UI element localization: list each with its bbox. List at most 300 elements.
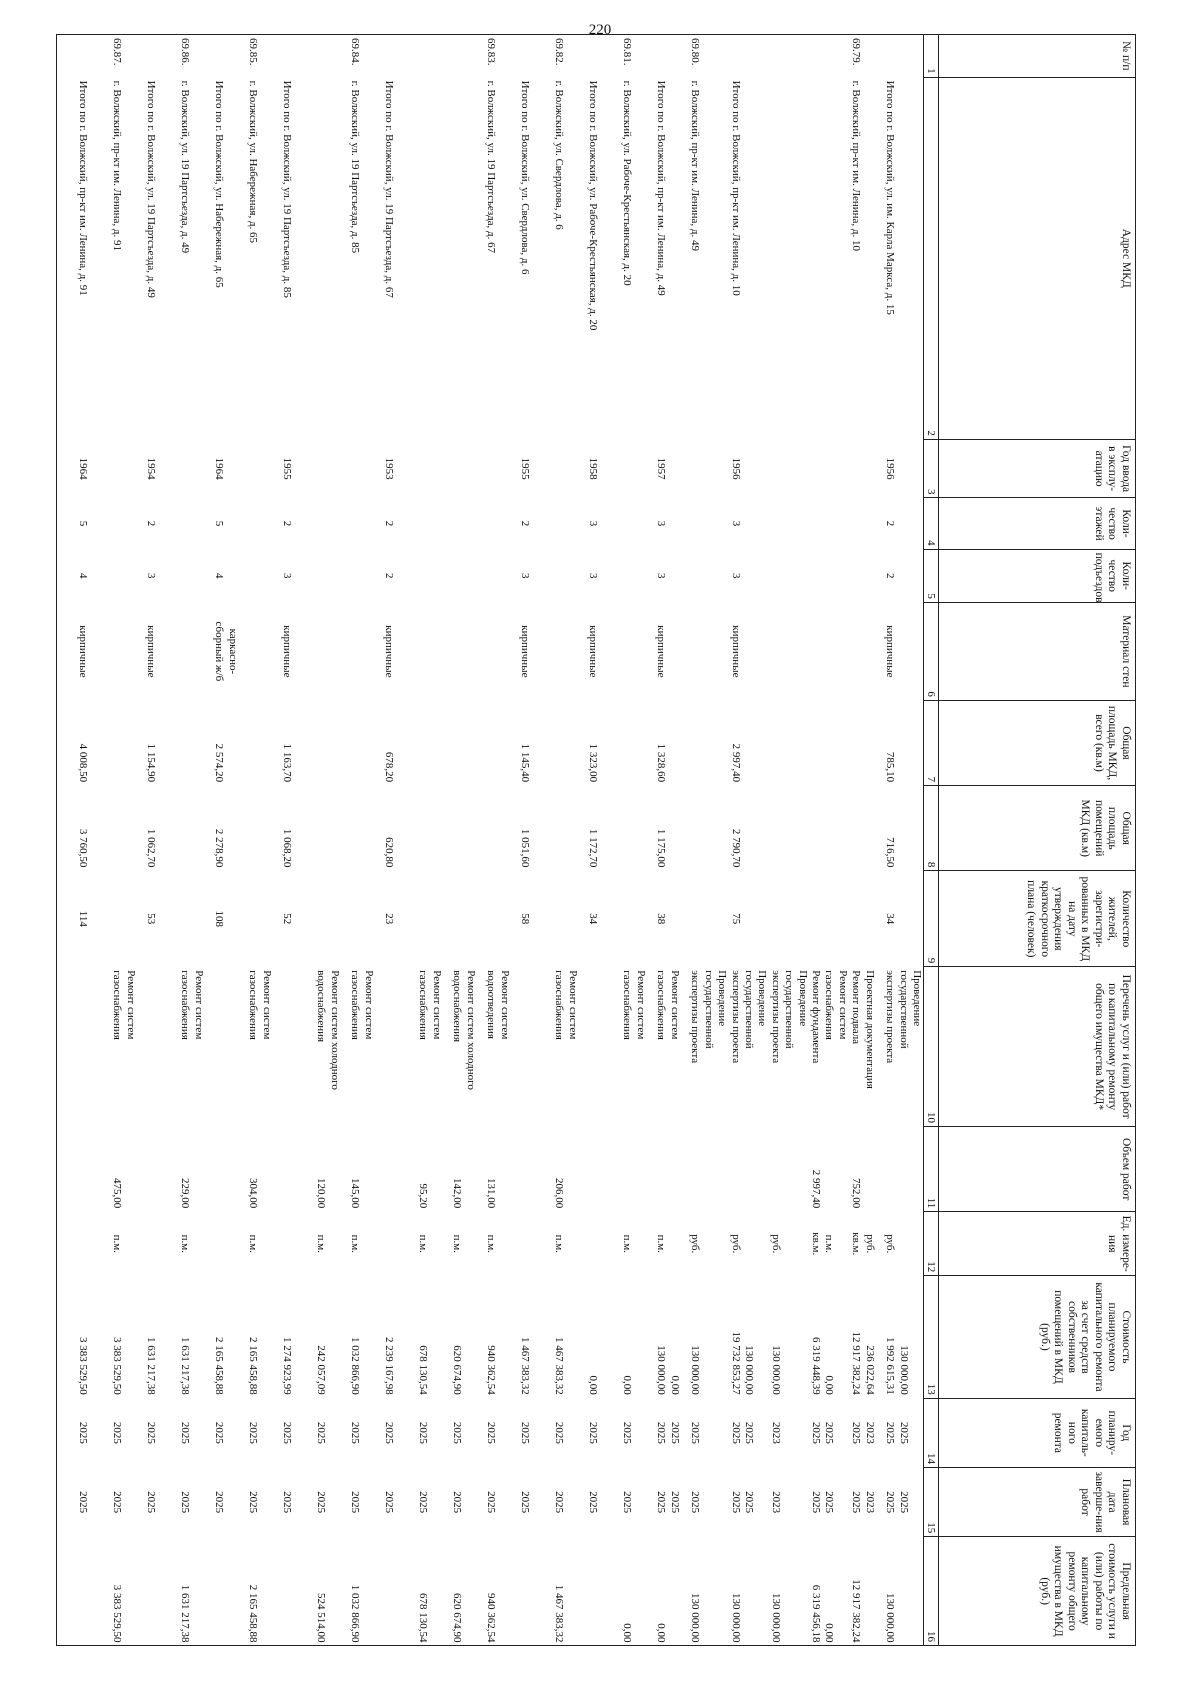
cell-year-built [809,439,849,498]
plan-year-line: 2025 [349,1421,362,1444]
cell-address [212,77,246,439]
cell-entrances-count: 2 [884,572,897,579]
cell-year-built: 1958 [587,457,600,480]
plan-year-line: 2023 [863,1421,876,1444]
cell-year-built [552,439,586,498]
cell-unit [883,1212,924,1276]
cell-total-area [246,700,280,785]
address-line: г. Волжский, ул. 19 Партсъезда, д. 67 [485,80,498,254]
cell-unit [809,1212,849,1276]
plan-year-line: 2025 [417,1421,430,1444]
cell-wall-material [728,602,768,700]
col-header-end-date: Плановая дата заверше-ния работ [939,1467,1136,1536]
cell-residents-count [552,871,586,967]
cell-row-number [382,35,416,78]
works-list-line: экспертизы проекта [884,970,897,1064]
cell-rooms-area: 2 790,70 [729,828,742,868]
plan-year-line: 2025 [809,1421,822,1444]
cell-total-area: 1 328,60 [655,743,668,783]
cell-floors-count [809,498,849,549]
planned-cost-line: 12 917 382,24 [850,1331,863,1395]
cell-works-list [688,967,728,1127]
cell-works-list [450,967,484,1127]
limit-cost-line: 1 032 866,90 [349,1584,362,1643]
cell-unit [688,1212,728,1276]
cell-residents-count: 34 [587,913,600,925]
works-list-line: газоснабжения [417,970,430,1040]
planned-cost-line: 130 000,00 [897,1345,910,1395]
plan-year-line: 2025 [519,1421,532,1444]
works-list-line: газоснабжения [553,970,566,1040]
cell-entrances-count [178,549,212,602]
cell-unit [849,1212,883,1276]
cell-entrances-count [314,549,348,602]
plan-year-line: 2025 [485,1421,498,1444]
end-date-line: 2025 [689,1491,702,1514]
column-number-row [924,35,939,1646]
cell-entrances-count [110,549,144,602]
cell-end-date [484,1467,518,1536]
cell-total-area [688,700,728,785]
cell-planned-cost [178,1276,212,1399]
planned-cost-line: 940 362,54 [485,1345,498,1395]
cell-planned-cost [552,1276,586,1399]
cell-wall-material [768,602,808,700]
cell-year-built: 1955 [281,457,294,480]
cell-row-number [518,35,552,78]
cell-unit [518,1212,552,1276]
limit-cost-line: 130 000,00 [689,1593,702,1643]
address-line: г. Волжский, ул. Рабоче-Крестьянская, д. 20 [621,80,634,286]
cell-residents-count [688,871,728,967]
column-number: 1 [924,35,939,78]
cell-end-date [654,1467,688,1536]
works-list-line: Проведение [796,970,809,1027]
cell-work-volume [688,1127,728,1212]
unit-line: п.м. [349,1234,362,1253]
cell-end-date [728,1467,768,1536]
cell-total-area [314,700,348,785]
plan-year-line: 2025 [383,1421,396,1444]
cell-unit [416,1212,450,1276]
cell-plan-year [883,1398,924,1467]
cell-works-list [314,967,348,1127]
col-header-cost: Стоимость планируемого капитального ремонта за счет средств собственников помещений в МКД (руб.) [939,1276,1136,1399]
table-row [728,35,768,1646]
cell-wall-material [484,602,518,700]
column-number: 8 [924,786,939,871]
plan-year-line: 2025 [689,1421,702,1444]
cell-limit-cost [450,1537,484,1646]
cell-floors-count: 2 [145,520,158,527]
limit-cost-line: 0,00 [655,1623,668,1643]
cell-row-number: 69.87. [111,38,124,66]
cell-end-date [144,1467,178,1536]
cell-floors-count [849,498,883,549]
cell-wall-material [246,602,280,700]
plan-year-line: 2025 [587,1421,600,1444]
end-date-line: 2025 [621,1491,634,1514]
cell-total-area [416,700,450,785]
cell-residents-count [246,871,280,967]
planned-cost-line: 1 631 217,38 [145,1336,158,1395]
column-number: 9 [924,871,939,967]
cell-address [552,77,586,439]
cell-entrances-count [620,549,654,602]
cell-plan-year [728,1398,768,1467]
table-row [654,35,688,1646]
cell-floors-count [110,498,144,549]
cell-address [484,77,518,439]
cell-residents-count [416,871,450,967]
cell-address [586,77,620,439]
wall-material-line: сборный ж/б [213,621,226,682]
cell-rooms-area [849,786,883,871]
cell-limit-cost [518,1537,552,1646]
cell-end-date [768,1467,808,1536]
cell-planned-cost [849,1276,883,1399]
wall-material-line: кирпичные [519,625,532,678]
col-header-plan-year: Год планиру-емого капиталь-ного ремонта [939,1398,1136,1467]
cell-residents-count: 52 [281,913,294,925]
cell-address [348,77,382,439]
limit-cost-line: 0,00 [823,1623,836,1643]
unit-line: п.м. [485,1234,498,1253]
cell-plan-year [314,1398,348,1467]
cell-address [110,77,144,439]
cell-plan-year [144,1398,178,1467]
cell-work-volume [728,1127,768,1212]
cell-unit [728,1212,768,1276]
page-number: 220 [588,22,612,38]
works-list-line: водоснабжения [315,970,328,1043]
cell-floors-count: 3 [587,520,600,527]
cell-end-date [382,1467,416,1536]
cell-plan-year [76,1398,110,1467]
column-number: 12 [924,1212,939,1276]
end-date-line: 2025 [417,1491,430,1514]
cell-plan-year [178,1398,212,1467]
cell-limit-cost [212,1537,246,1646]
cell-address [280,77,314,439]
cell-entrances-count: 2 [383,572,396,579]
planned-cost-line: 0,00 [668,1375,681,1395]
work-volume-line: 120,00 [315,1178,328,1209]
unit-line: руб. [729,1234,742,1254]
cell-end-date [552,1467,586,1536]
cell-work-volume [348,1127,382,1212]
cell-residents-count: 34 [884,913,897,925]
cell-entrances-count [809,549,849,602]
cell-unit [314,1212,348,1276]
plan-year-line: 2025 [897,1421,910,1444]
end-date-line: 2025 [884,1491,897,1514]
cell-floors-count: 3 [655,520,668,527]
cell-entrances-count [768,549,808,602]
works-list-line: Проектная документация [863,970,876,1089]
cell-end-date [518,1467,552,1536]
cell-row-number [768,35,808,78]
cell-row-number: 69.80. [689,38,702,66]
cell-limit-cost [809,1537,849,1646]
works-list-line: государственной [897,970,910,1049]
cell-plan-year [688,1398,728,1467]
plan-year-line: 2025 [451,1421,464,1444]
planned-cost-line: 236 022,64 [863,1345,876,1395]
cell-rooms-area [552,786,586,871]
cell-works-list [416,967,450,1127]
cell-work-volume [178,1127,212,1212]
works-list-line: Проведение [716,970,729,1027]
cell-entrances-count [688,549,728,602]
address-line: Итого по г. Волжский, ул. им. Карла Маркса, д. 15 [884,80,897,315]
cell-limit-cost [280,1537,314,1646]
work-volume-line: 229,00 [179,1178,192,1209]
cell-floors-count [688,498,728,549]
cell-work-volume [518,1127,552,1212]
cell-end-date [416,1467,450,1536]
cell-year-built [348,439,382,498]
col-header-year: Год ввода в эксплу-атацию [939,439,1136,498]
cell-address [246,77,280,439]
cell-planned-cost [883,1276,924,1399]
cell-year-built: 1964 [213,457,226,480]
cell-row-number: 69.79. [850,38,863,66]
limit-cost-line: 940 362,54 [485,1593,498,1643]
col-header-total-area: Общая площадь МКД, всего (кв.м) [939,700,1136,785]
cell-floors-count [178,498,212,549]
address-line: Итого по г. Волжский, пр-кт им. Ленина, д. 10 [729,80,742,296]
cell-rooms-area: 1 062,70 [145,828,158,868]
plan-year-line: 2025 [823,1421,836,1444]
cell-limit-cost [620,1537,654,1646]
cell-work-volume [212,1127,246,1212]
cell-limit-cost [178,1537,212,1646]
end-date-line: 2025 [655,1491,668,1514]
cell-plan-year [586,1398,620,1467]
plan-year-line: 2025 [179,1421,192,1444]
cell-row-number: 69.82. [553,38,566,66]
cell-unit [552,1212,586,1276]
end-date-line: 2025 [451,1491,464,1514]
end-date-line: 2025 [587,1491,600,1514]
cell-plan-year [654,1398,688,1467]
cell-address [314,77,348,439]
cell-wall-material [144,602,178,700]
cell-wall-material [416,602,450,700]
cell-year-built [768,439,808,498]
wall-material-line: кирпичные [729,625,742,678]
cell-plan-year [246,1398,280,1467]
works-list-line: Ремонт систем [634,970,647,1040]
cell-unit [382,1212,416,1276]
cell-row-number: 69.81. [621,38,634,66]
cell-end-date [178,1467,212,1536]
table-row [246,35,280,1646]
cell-planned-cost [110,1276,144,1399]
address-line: Итого по г. Волжский, ул. Набережная, д. 65 [213,80,226,288]
wall-material-line: кирпичные [884,625,897,678]
cell-rooms-area: 1 051,60 [519,828,532,868]
works-list-line: водоснабжения [451,970,464,1043]
address-line: г. Волжский, ул. 19 Партсъезда, д. 49 [179,80,192,254]
work-volume-line: 206,00 [553,1178,566,1209]
cell-plan-year [518,1398,552,1467]
cell-planned-cost [382,1276,416,1399]
works-list-line: экспертизы проекта [729,970,742,1064]
cell-works-list [728,967,768,1127]
cell-works-list [552,967,586,1127]
register-table [76,34,1136,1646]
cell-entrances-count: 4 [213,572,226,579]
cell-limit-cost [586,1537,620,1646]
cell-total-area: 1 154,90 [145,743,158,783]
cell-unit [654,1212,688,1276]
cell-wall-material [883,602,924,700]
cell-floors-count [314,498,348,549]
cell-wall-material [212,602,246,700]
cell-works-list [484,967,518,1127]
plan-year-line: 2025 [668,1421,681,1444]
cell-entrances-count: 3 [519,572,532,579]
cell-row-number [212,35,246,78]
cell-residents-count [768,871,808,967]
cell-residents-count [314,871,348,967]
cell-floors-count: 2 [383,520,396,527]
unit-line: п.м. [451,1234,464,1253]
cell-total-area [849,700,883,785]
cell-total-area [348,700,382,785]
works-list-line: Ремонт подвала [850,970,863,1045]
wall-material-line: кирпичные [145,625,158,678]
end-date-line: 2025 [485,1491,498,1514]
cell-entrances-count [450,549,484,602]
col-header-limit: Предельная стоимость услуги и (или) работы по капитальному ремонту общего имущества в МКД (руб.) [939,1537,1136,1646]
works-list-line: газоснабжения [349,970,362,1040]
cell-limit-cost [883,1537,924,1646]
cell-total-area: 1 323,00 [587,743,600,783]
address-line: г. Волжский, ул. Свердлова, д. 6 [553,80,566,230]
cell-wall-material [809,602,849,700]
cell-plan-year [768,1398,808,1467]
cell-limit-cost [484,1537,518,1646]
cell-works-list [849,967,883,1127]
address-line: г. Волжский, ул. 19 Партсъезда, д. 85 [349,80,362,254]
end-date-line: 2025 [850,1491,863,1514]
end-date-line: 2025 [179,1491,192,1514]
works-list-line: экспертизы проекта [769,970,782,1064]
cell-work-volume [416,1127,450,1212]
cell-plan-year [416,1398,450,1467]
cell-address [620,77,654,439]
end-date-line: 2025 [519,1491,532,1514]
works-list-line: Ремонт систем [430,970,443,1040]
cell-work-volume [450,1127,484,1212]
limit-cost-line: 1 631 217,38 [179,1584,192,1643]
cell-residents-count: 58 [519,913,532,925]
end-date-line: 2025 [281,1491,294,1514]
cell-row-number [144,35,178,78]
cell-year-built [688,439,728,498]
address-line: г. Волжский, пр-кт им. Ленина, д. 49 [689,80,702,252]
cell-row-number [450,35,484,78]
planned-cost-line: 130 000,00 [742,1345,755,1395]
plan-year-line: 2025 [655,1421,668,1444]
cell-address [768,77,808,439]
cell-total-area: 2 997,40 [729,743,742,783]
cell-entrances-count: 3 [145,572,158,579]
cell-planned-cost [586,1276,620,1399]
cell-residents-count [110,871,144,967]
cell-residents-count: 114 [77,910,90,927]
cell-address [416,77,450,439]
col-header-volume: Объем работ [939,1127,1136,1212]
cell-works-list [348,967,382,1127]
cell-wall-material [450,602,484,700]
cell-total-area: 1 145,40 [519,743,532,783]
cell-plan-year [450,1398,484,1467]
col-header-floors: Коли-чество этажей [939,498,1136,549]
cell-floors-count [416,498,450,549]
column-number: 14 [924,1398,939,1467]
table-row [110,35,144,1646]
cell-address [809,77,849,439]
table-row [348,35,382,1646]
works-list-line: Ремонт систем [124,970,137,1040]
works-list-line: Ремонт систем [260,970,273,1040]
cell-wall-material [280,602,314,700]
cell-work-volume [382,1127,416,1212]
wall-material-line: кирпичные [587,625,600,678]
cell-end-date [809,1467,849,1536]
column-number: 15 [924,1467,939,1536]
planned-cost-line: 242 057,09 [315,1345,328,1395]
column-number: 2 [924,77,939,439]
works-list-line: государственной [702,970,715,1049]
plan-year-line: 2025 [77,1421,90,1444]
cell-total-area [450,700,484,785]
unit-line: п.м. [823,1234,836,1253]
cell-row-number [416,35,450,78]
table-row [809,35,849,1646]
cell-end-date [110,1467,144,1536]
cell-limit-cost [76,1537,110,1646]
cell-floors-count: 5 [77,520,90,527]
plan-year-line: 2023 [769,1421,782,1444]
cell-row-number [586,35,620,78]
cell-work-volume [620,1127,654,1212]
limit-cost-line: 130 000,00 [729,1593,742,1643]
limit-cost-line: 130 000,00 [769,1593,782,1643]
cell-work-volume [246,1127,280,1212]
planned-cost-line: 1 032 866,90 [349,1336,362,1395]
column-number: 3 [924,439,939,498]
works-list-line: газоснабжения [621,970,634,1040]
plan-year-line: 2025 [553,1421,566,1444]
end-date-line: 2023 [863,1491,876,1514]
limit-cost-line: 0,00 [621,1623,634,1643]
cell-works-list [76,967,110,1127]
works-list-line: газоснабжения [111,970,124,1040]
cell-planned-cost [728,1276,768,1399]
cell-rooms-area [809,786,849,871]
cell-planned-cost [246,1276,280,1399]
cell-work-volume [849,1127,883,1212]
table-row [620,35,654,1646]
plan-year-line: 2025 [111,1421,124,1444]
wall-material-line: каркасно- [226,628,239,675]
plan-year-line: 2025 [742,1421,755,1444]
